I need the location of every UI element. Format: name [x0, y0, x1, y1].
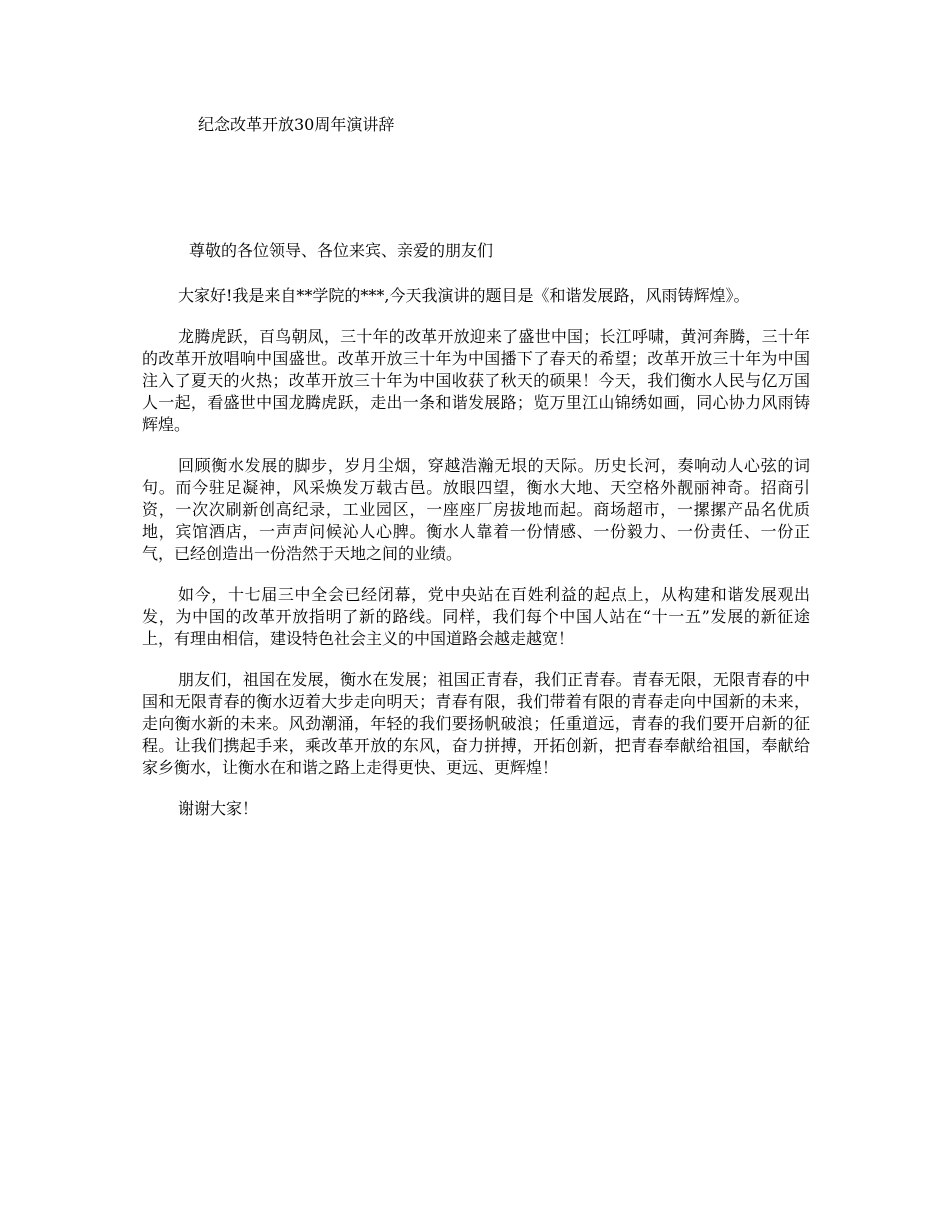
paragraph-hengshui-development: 回顾衡水发展的脚步，岁月尘烟，穿越浩瀚无垠的天际。历史长河，奏响动人心弦的词句。而今驻足凝神，风采焕发万载古邑。放眼四望，衡水大地、天空格外靓丽神奇。招商引资，一次次刷新创高纪录，工业园区，一座座厂房拔地而起。商场超市，一摞摞产品名优质地，宾馆酒店，一声声问候沁人心脾。衡水人靠着一份情感、一份毅力、一份责任、一份正气，已经创造出一份浩然于天地之间的业绩。: [142, 456, 810, 563]
salutation: 尊敬的各位领导、各位来宾、亲爱的朋友们: [189, 241, 494, 260]
speech-body: [142, 285, 810, 839]
paragraph-greeting: 大家好!我是来自**学院的***,今天我演讲的题目是《和谐发展路，风雨铸辉煌》。: [178, 286, 750, 305]
paragraph-youth: 朋友们，祖国在发展，衡水在发展；祖国正青春，我们正青春。青春无限，无限青春的中国和无限青春的衡水迈着大步走向明天；青春有限，我们带着有限的青春走向中国新的未来，走向衡水新的未来。风劲潮涌，年轻的我们要扬帆破浪；任重道远，青春的我们要开启新的征程。让我们携起手来，乘改革开放的东风，奋力拼搏，开拓创新，把青春奉献给祖国，奉献给家乡衡水，让衡水在和谐之路上走得更快、更远、更辉煌！: [142, 670, 810, 777]
document-title: 纪念改革开放30周年演讲辞: [198, 115, 395, 134]
paragraph-reform-prosperity: 龙腾虎跃，百鸟朝凤，三十年的改革开放迎来了盛世中国；长江呼啸，黄河奔腾，三十年的改革开放唱响中国盛世。改革开放三十年为中国播下了春天的希望；改革开放三十年为中国注入了夏天的火热；改革开放三十年为中国收获了秋天的硕果！今天，我们衡水人民与亿万国人一起，看盛世中国龙腾虎跃，走出一条和谐发展路；览万里江山锦绣如画，同心协力风雨铸辉煌。: [142, 327, 810, 434]
paragraph-closing: 谢谢大家！: [178, 799, 259, 818]
paragraph-third-plenum: 如今，十七届三中全会已经闭幕，党中央站在百姓利益的起点上，从构建和谐发展观出发，为中国的改革开放指明了新的路线。同样，我们每个中国人站在“十一五”发展的新征途上，有理由相信，建设特色社会主义的中国道路会越走越宽！: [142, 585, 810, 648]
